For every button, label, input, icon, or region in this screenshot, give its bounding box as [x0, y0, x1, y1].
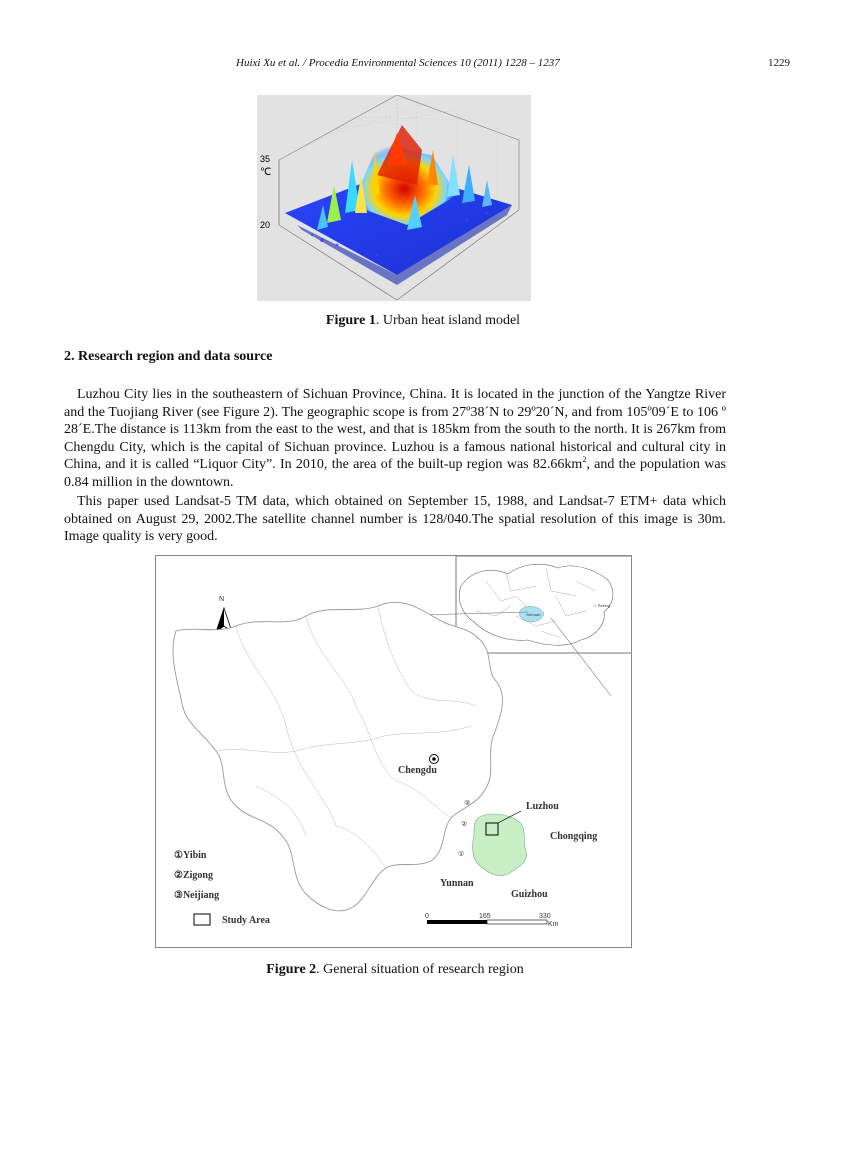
- paragraph-1-text: Luzhou City lies in the southeastern of Sichuan Province, China. It is located in the junction of the Yangtze River and the Tuojiang River (see Figure 2). The geographic scope is from 27º38´N to 29º20´N, and from 105º09´E to 106 º 28´E.The distance is 113km from the east to the west, and that is 185km from the south to the north. It is 267km from Chengdu City, which is the capital of Sichuan province. Luzhou is a famous national historical and cultural city in China, and it is called “Liquor City”. In 2010, the area of the built-up region was 82.66km: [64, 387, 726, 473]
- z-axis-top-tick: 35: [260, 154, 271, 164]
- figure-2-caption: [0, 962, 790, 978]
- inset-peking-label: ☆ Peking: [593, 603, 610, 608]
- figure-2-caption-text: . General situation of research region: [316, 962, 524, 977]
- superscript-2: 2: [582, 454, 587, 464]
- scale-unit: Km: [548, 921, 559, 928]
- journal-citation: Huixi Xu et al. / Procedia Environmental Sciences 10 (2011) 1228 – 1237: [236, 57, 560, 69]
- neijiang-marker: ③: [464, 800, 471, 807]
- section-heading: 2. Research region and data source: [64, 349, 273, 364]
- yibin-marker: ①: [458, 851, 465, 858]
- scale-tick-0: 0: [425, 913, 429, 920]
- legend-yibin: ①Yibin: [174, 850, 207, 861]
- zigong-marker: ②: [461, 821, 468, 828]
- figure-1-label: Figure 1: [325, 313, 376, 328]
- scale-bar-black: [427, 920, 487, 924]
- paragraph-1: [64, 386, 726, 492]
- figure-2-label: Figure 2: [266, 962, 317, 977]
- paragraph-2: [64, 493, 726, 546]
- paragraph-1-tail: , and the population was 0.84 million in the downtown.: [64, 457, 727, 490]
- luzhou-label: Luzhou: [526, 801, 559, 812]
- guizhou-label: Guizhou: [511, 889, 548, 900]
- legend-zigong: ②Zigong: [174, 870, 213, 881]
- luzhou-region: [473, 814, 527, 876]
- legend-study-area: Study Area: [222, 915, 270, 926]
- research-region-map: [156, 556, 632, 948]
- figure-1-caption: [0, 313, 846, 329]
- figure-2-map: [155, 555, 632, 948]
- paragraph-2-text: This paper used Landsat-5 TM data, which obtained on September 15, 1988, and Landsat-7 ETM+ data which obtained on August 29, 2002.The satellite channel number is 128/040.The spatial resolution of this image is 30m. Image quality is very good.: [64, 494, 726, 545]
- heat-island-surface-plot: [257, 95, 531, 301]
- scale-bar-white: [487, 920, 547, 924]
- inset-sichuan-label: Sichuan: [526, 612, 541, 617]
- yunnan-label: Yunnan: [440, 878, 474, 889]
- legend-study-area-swatch: [194, 914, 210, 925]
- figure-1-heat-island-model: [257, 95, 531, 301]
- z-axis-unit: ℃: [260, 167, 272, 178]
- page-number: 1229: [768, 57, 790, 69]
- chengdu-label: Chengdu: [398, 765, 437, 776]
- sichuan-province-outline: [173, 602, 503, 911]
- scale-tick-330: 330: [539, 913, 551, 920]
- scale-tick-165: 165: [479, 913, 491, 920]
- legend-neijiang: ③Neijiang: [174, 890, 220, 901]
- north-label: N: [219, 596, 225, 603]
- z-axis-bottom-tick: 20: [260, 220, 271, 230]
- chongqing-label: Chongqing: [550, 831, 598, 842]
- figure-1-caption-text: . Urban heat island model: [375, 313, 521, 328]
